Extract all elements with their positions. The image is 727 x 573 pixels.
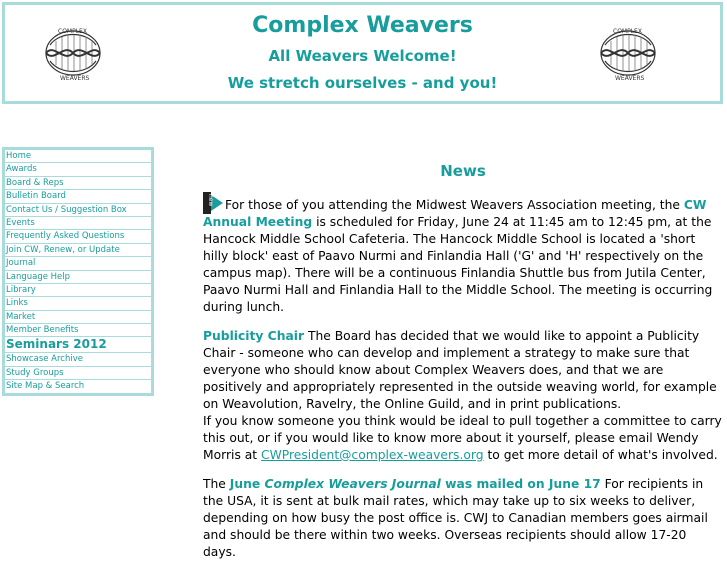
cw-president-email-link[interactable]: CWPresident@complex-weavers.org xyxy=(261,448,484,462)
svg-text:COMPLEX: COMPLEX xyxy=(58,28,87,35)
nav-seminars-2012[interactable]: Seminars 2012 xyxy=(5,337,151,353)
cw-annual-meeting-link[interactable]: CW Annual Meeting xyxy=(203,198,707,229)
tagline-stretch: We stretch ourselves - and you! xyxy=(227,74,498,92)
nav-member-benefits[interactable]: Member Benefits xyxy=(5,324,151,337)
nav-faq[interactable]: Frequently Asked Questions xyxy=(5,230,151,243)
nav-home[interactable]: Home xyxy=(5,150,151,163)
nav-events[interactable]: Events xyxy=(5,217,151,230)
news-item-publicity-chair xyxy=(203,328,723,464)
publicity-chair-text: The Board has decided that we would like to appoint a Publicity Chair - someone who can develop and implement a strategy to make sure that everyone who should know about Complex Weavers does, and that we are positively and appropriately represented in the outside weaving world, for example on Weavolution, Ravelry, the Online Guild, and in print publications. xyxy=(203,329,717,411)
svg-text:COMPLEX: COMPLEX xyxy=(613,28,642,35)
svg-text:WEAVERS: WEAVERS xyxy=(60,75,90,82)
site-header xyxy=(2,2,723,104)
new-badge-icon xyxy=(203,192,223,214)
nav-bulletin-board[interactable]: Bulletin Board xyxy=(5,190,151,203)
news-item-journal xyxy=(203,476,723,561)
new-badge-text: new xyxy=(207,194,214,207)
nav-site-map-search[interactable]: Site Map & Search xyxy=(6,381,85,392)
svg-text:WEAVERS: WEAVERS xyxy=(615,75,645,82)
nav-links[interactable]: Links xyxy=(5,297,151,310)
nav-join-renew[interactable]: Join CW, Renew, or Update xyxy=(5,244,151,257)
publicity-chair-heading: Publicity Chair xyxy=(203,329,305,343)
journal-june: June xyxy=(229,477,265,491)
journal-text: For recipients in the USA, it is sent at bulk mail rates, which may take up to six weeks to deliver, depending on how busy the post office is. CWJ to Canadian members goes airmail and should be there within two weeks. Overseas recipients should allow 17-20 days. xyxy=(203,477,708,559)
tagline-welcome: All Weavers Welcome! xyxy=(268,47,457,65)
site-title: Complex Weavers xyxy=(252,13,473,38)
nav-library[interactable]: Library xyxy=(5,284,151,297)
nav-awards[interactable]: Awards xyxy=(5,163,151,176)
nav-market[interactable]: Market xyxy=(5,311,151,324)
journal-title: Complex Weavers Journal xyxy=(264,477,441,491)
journal-mailed: was mailed on June 17 xyxy=(440,477,601,491)
nav-journal[interactable]: Journal xyxy=(5,257,151,270)
nav-study-groups[interactable]: Study Groups xyxy=(5,367,151,380)
nav-board-reps[interactable]: Board & Reps xyxy=(5,177,151,190)
nav-language-help[interactable]: Language Help xyxy=(5,271,151,284)
sidebar-nav xyxy=(2,147,154,396)
news-item-annual-meeting xyxy=(203,192,723,316)
news-heading: News xyxy=(440,162,486,180)
journal-the: The xyxy=(203,477,230,491)
publicity-chair-closing: to get more detail of what's involved. xyxy=(483,448,718,462)
main-content xyxy=(203,160,723,573)
nav-contact-us[interactable]: Contact Us / Suggestion Box xyxy=(5,204,151,217)
annual-meeting-intro: For those of you attending the Midwest Weavers Association meeting, the xyxy=(225,198,684,212)
publicity-chair-contact-text: If you know someone you think would be ideal to pull together a committee to carry this out, or if you would like to know more about it yourself, please email Wendy Morris at xyxy=(203,414,722,462)
nav-showcase-archive[interactable]: Showcase Archive xyxy=(5,353,151,366)
annual-meeting-details: is scheduled for Friday, June 24 at 11:45 am to 12:45 pm, at the Hancock Middle School Cafeteria. The Hancock Middle School is located a 'short hilly block' east of Paavo Nurmi and Finlandia Hall ('G' and 'H' respectively on the campus map). There will be a continuous Finlandia Shuttle bus from Jutila Center, Paavo Nurmi Hall and Finlandia Hall to the Middle School. The meeting is occurring during lunch. xyxy=(203,215,713,314)
